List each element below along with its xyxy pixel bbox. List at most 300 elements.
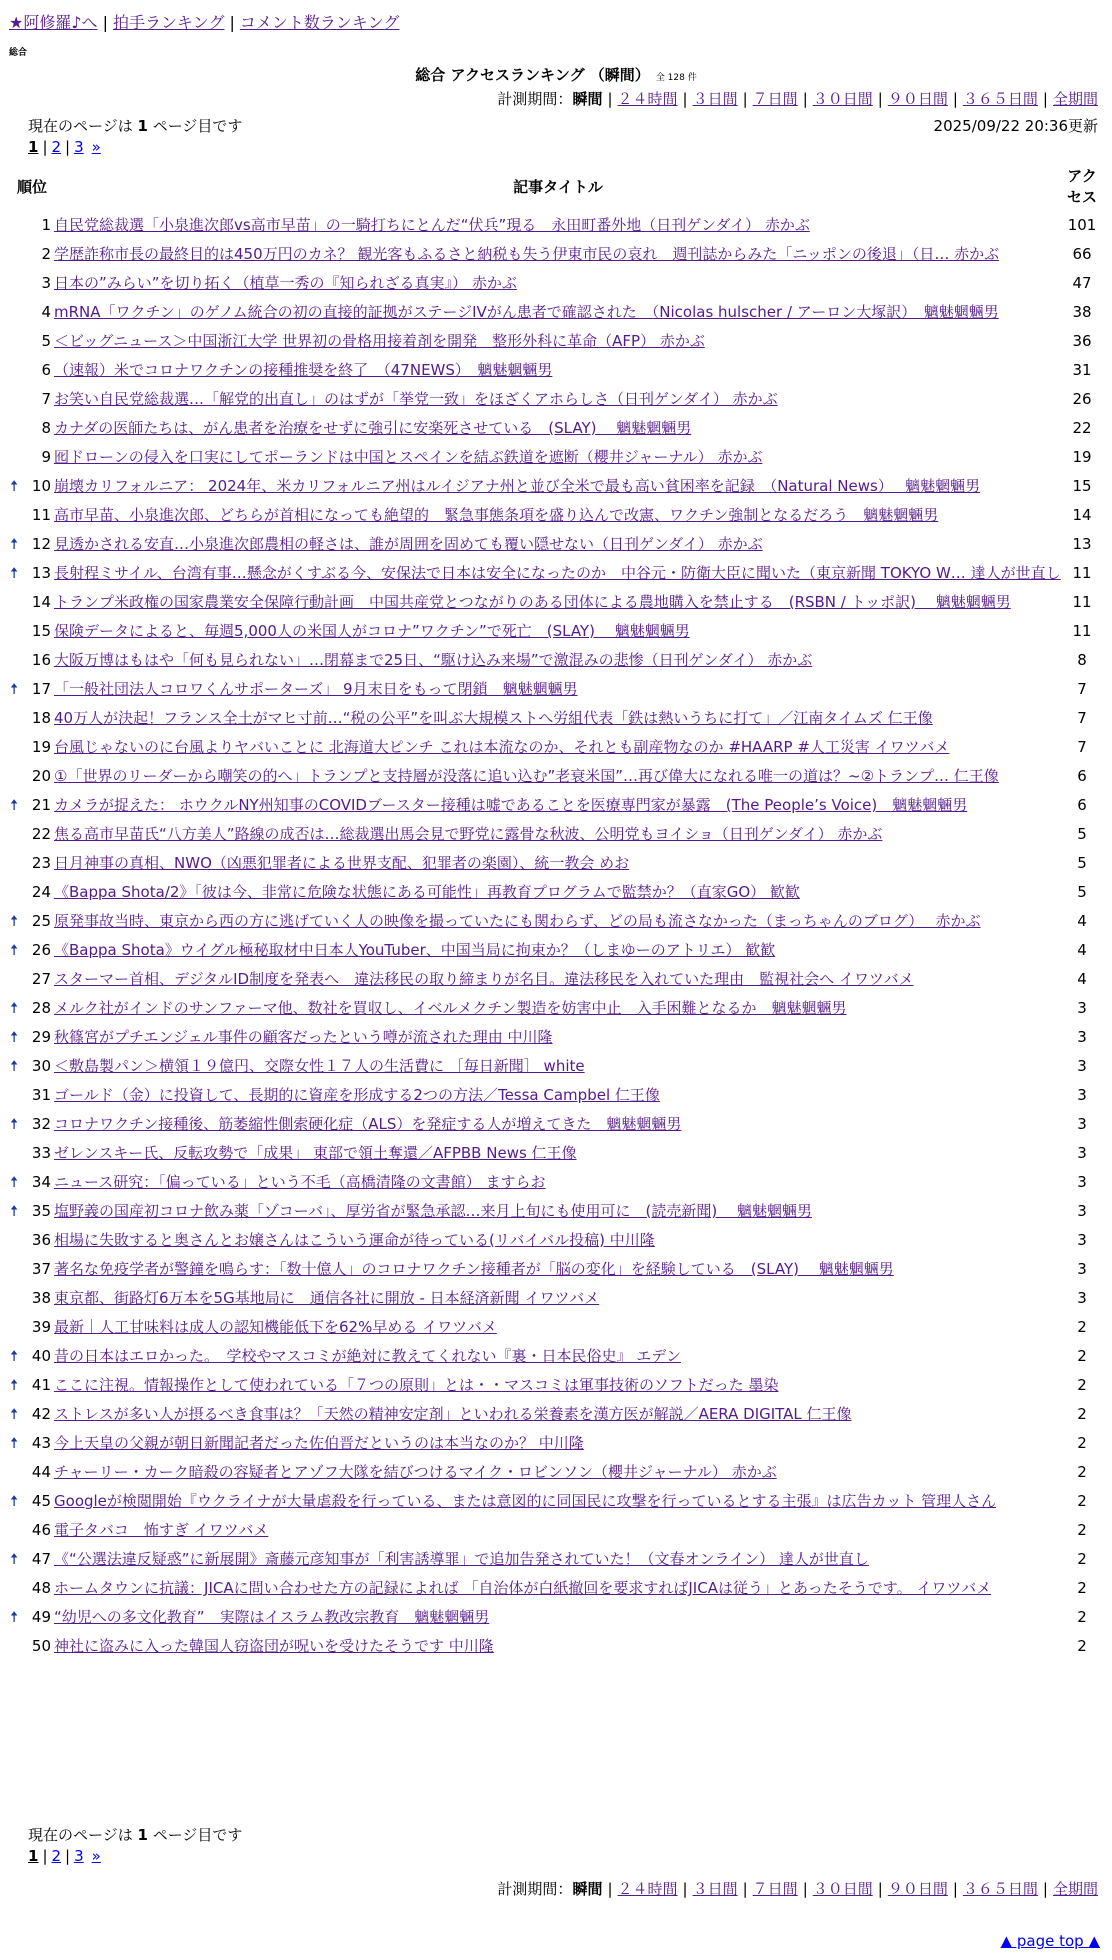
article-title-link[interactable]: 電子タバコ 怖すぎ イワツバメ	[54, 1521, 269, 1539]
rank-change-cell	[10, 1255, 24, 1284]
access-count: 3	[1077, 1028, 1087, 1046]
table-row	[10, 240, 1102, 269]
table-row	[10, 559, 1102, 588]
article-title-link[interactable]: トランプ米政権の国家農業安全保障行動計画 中国共産党とつながりのある団体による農地購入を禁止する (RSBN / トッポ訳) 魑魅魍魎男	[54, 593, 1011, 611]
title-cell	[54, 240, 1062, 269]
ranking-table	[10, 163, 1102, 1661]
rank-change-cell	[10, 1516, 24, 1545]
rank-number: 12	[31, 535, 52, 553]
rank-number: 8	[41, 419, 52, 437]
title-cell	[54, 443, 1062, 472]
table-row	[10, 936, 1102, 965]
rank-up-arrow-icon: 🠅	[10, 564, 19, 582]
title-cell	[54, 1487, 1062, 1516]
table-row	[10, 820, 1102, 849]
rank-number: 24	[31, 883, 52, 901]
period-link[interactable]: ３０日間	[812, 1880, 873, 1898]
rank-up-arrow-icon: 🠅	[10, 1347, 19, 1365]
article-title-link[interactable]: メルク社がインドのサンファーマ他、数社を買収し、イベルメクチン製造を妨害中止 入手困難となるか 魑魅魍魎男	[54, 999, 847, 1017]
access-count: 15	[1072, 477, 1092, 495]
access-count: 4	[1077, 941, 1087, 959]
access-count: 3	[1077, 1202, 1087, 1220]
rank-change-cell	[10, 1574, 24, 1603]
article-title-link[interactable]: 相場に失敗すると奥さんとお嬢さんはこういう運命が待っている(リバイバル投稿) 中川隆	[54, 1231, 655, 1249]
page-top-link[interactable]: ▲ page top ▲	[1000, 1932, 1100, 1950]
table-row	[10, 327, 1102, 356]
title-cell	[54, 1052, 1062, 1081]
pager-next-link[interactable]: »	[91, 138, 101, 156]
period-separator: |	[682, 90, 688, 108]
access-count: 5	[1077, 883, 1087, 901]
access-count: 38	[1072, 303, 1092, 321]
rank-number: 5	[41, 332, 52, 350]
article-title-link[interactable]: ストレスが多い人が摂るべき食事は？「天然の精神安定剤」といわれる栄養素を漢方医が解説／AERA DIGITAL 仁王像	[54, 1405, 852, 1423]
article-title-link[interactable]: お笑い自民党総裁選…「解党的出直し」のはずが「挙党一致」をほざくアホらしさ（日刊ゲンダイ） 赤かぶ	[54, 390, 778, 408]
table-row	[10, 1487, 1102, 1516]
article-title-link[interactable]: 自民党総裁選「小泉進次郎vs高市早苗」の一騎打ちにとんだ“伏兵”現る 永田町番外地（日刊ゲンダイ） 赤かぶ	[54, 216, 810, 234]
access-count: 3	[1077, 1289, 1087, 1307]
period-separator: |	[742, 90, 748, 108]
access-count: 2	[1077, 1521, 1087, 1539]
rank-number: 42	[31, 1405, 52, 1423]
pager-page-link[interactable]: 3	[74, 138, 84, 156]
title-cell	[54, 1081, 1062, 1110]
rank-number: 41	[31, 1376, 52, 1394]
access-count: 36	[1072, 332, 1092, 350]
rank-number: 2	[41, 245, 52, 263]
rank-change-cell	[10, 820, 24, 849]
title-cell	[54, 1197, 1062, 1226]
table-row	[10, 1226, 1102, 1255]
period-separator: |	[1042, 90, 1048, 108]
access-count: 2	[1077, 1637, 1087, 1655]
rank-number: 25	[31, 912, 52, 930]
rank-number: 22	[31, 825, 52, 843]
rank-up-arrow-icon: 🠅	[10, 912, 19, 930]
pager-separator: |	[65, 1847, 71, 1865]
title-cell	[54, 1574, 1062, 1603]
period-link[interactable]: ９０日間	[887, 1880, 948, 1898]
rank-change-cell	[10, 1632, 24, 1661]
table-row	[10, 269, 1102, 298]
rank-change-cell	[10, 1603, 24, 1632]
title-cell	[54, 1110, 1062, 1139]
table-row	[10, 530, 1102, 559]
access-count: 11	[1072, 593, 1092, 611]
pager-bottom	[28, 1847, 101, 1865]
article-title-link[interactable]: ホームタウンに抗議：JICAに問い合わせた方の記録によれば 「自治体が白紙撤回を要求すればJICAは従う」とあったそうです。 イワツバメ	[54, 1579, 992, 1597]
page-info-number: 1	[137, 1826, 148, 1844]
access-count: 19	[1072, 448, 1092, 466]
article-title-link[interactable]: 神社に盗みに入った韓国人窃盗団が呪いを受けたそうです 中川隆	[54, 1637, 494, 1655]
clap-ranking-link[interactable]: 拍手ランキング	[112, 13, 225, 32]
rank-change-cell	[10, 1110, 24, 1139]
rank-number: 15	[31, 622, 52, 640]
title-cell	[54, 588, 1062, 617]
rank-number: 29	[31, 1028, 52, 1046]
table-row	[10, 1255, 1102, 1284]
title-cell	[54, 1284, 1062, 1313]
pager-current-page: 1	[28, 138, 39, 156]
period-separator: |	[682, 1880, 688, 1898]
access-count: 4	[1077, 970, 1087, 988]
title-cell	[54, 501, 1062, 530]
rank-number: 26	[31, 941, 52, 959]
title-cell	[54, 1168, 1062, 1197]
pager-separator: |	[42, 138, 48, 156]
nav-separator: |	[229, 13, 235, 32]
table-row	[10, 965, 1102, 994]
rank-number: 27	[31, 970, 52, 988]
period-separator: |	[1042, 1880, 1048, 1898]
rank-number: 33	[31, 1144, 52, 1162]
table-row	[10, 1400, 1102, 1429]
title-cell	[54, 559, 1062, 588]
rank-up-arrow-icon: 🠅	[10, 1202, 19, 1220]
title-cell	[54, 1516, 1062, 1545]
pager-next-link[interactable]: »	[91, 1847, 101, 1865]
article-title-link[interactable]: 学歴詐称市長の最終目的は450万円のカネ？ 観光客もふるさと納税も失う伊東市民の哀れ 週刊誌からみた「ニッポンの後退」（日… 赤かぶ	[54, 245, 1000, 263]
table-row	[10, 1429, 1102, 1458]
access-count: 14	[1072, 506, 1092, 524]
table-row	[10, 907, 1102, 936]
article-title-link[interactable]: ニュース研究：「偏っている」という不毛（高橋清隆の文書館） ますらお	[54, 1173, 546, 1191]
access-count: 11	[1072, 564, 1092, 582]
access-count: 7	[1077, 680, 1087, 698]
period-link[interactable]: ３日間	[692, 1880, 738, 1898]
rank-change-cell	[10, 269, 24, 298]
title-cell	[54, 385, 1062, 414]
rank-number: 31	[31, 1086, 52, 1104]
rank-change-cell	[10, 791, 24, 820]
title-cell	[54, 1342, 1062, 1371]
article-title-link[interactable]: 崩壊カリフォルニア： 2024年、米カリフォルニア州はルイジアナ州と並び全米で最も高い貧困率を記録 （Natural News） 魑魅魍魎男	[54, 477, 981, 495]
table-row	[10, 733, 1102, 762]
rank-number: 30	[31, 1057, 52, 1075]
table-row	[10, 385, 1102, 414]
period-separator: |	[607, 90, 613, 108]
access-count: 2	[1077, 1434, 1087, 1452]
rank-change-cell	[10, 1081, 24, 1110]
article-title-link[interactable]: 《“公選法違反疑惑”に新展開》斎藤元彦知事が「利害誘導罪」で追加告発されていた！（文春オンライン） 達人が世直し	[54, 1550, 869, 1568]
title-cell	[54, 1226, 1062, 1255]
table-row	[10, 849, 1102, 878]
rank-change-cell	[10, 965, 24, 994]
rank-number: 32	[31, 1115, 52, 1133]
article-title-link[interactable]: スターマー首相、デジタルID制度を発表へ 違法移民の取り締まりが名目。違法移民を入れていた理由 監視社会へ イワツバメ	[54, 970, 914, 988]
table-row	[10, 211, 1102, 240]
table-row	[10, 704, 1102, 733]
title-cell	[54, 791, 1062, 820]
article-title-link[interactable]: 昔の日本はエロかった。 学校やマスコミが絶対に教えてくれない『裏・日本民俗史』 エデン	[54, 1347, 681, 1365]
article-title-link[interactable]: ＜ビッグニュース＞中国浙江大学 世界初の骨格用接着剤を開発 整形外科に革命（AFP） 赤かぶ	[54, 332, 705, 350]
article-title-link[interactable]: 原発事故当時、東京から西の方に逃げていく人の映像を撮っていたにも関わらず、どの局も流さなかった（まっちゃんのブログ） 赤かぶ	[54, 912, 981, 930]
pager-current-page: 1	[28, 1847, 39, 1865]
pager-page-link[interactable]: 3	[74, 1847, 84, 1865]
rank-change-cell	[10, 617, 24, 646]
period-link[interactable]: ９０日間	[887, 90, 948, 108]
page-title	[0, 64, 1112, 85]
period-link[interactable]: ３６５日間	[962, 90, 1038, 108]
period-link[interactable]: ３０日間	[812, 90, 873, 108]
article-title-link[interactable]: 焦る高市早苗氏“八方美人”路線の成否は…総裁選出馬会見で野党に露骨な秋波、公明党もヨイショ（日刊ゲンダイ） 赤かぶ	[54, 825, 883, 843]
rank-change-cell	[10, 298, 24, 327]
title-cell	[54, 994, 1062, 1023]
article-title-link[interactable]: ＜敷島製パン＞横領１９億円、交際女性１７人の生活費に ［毎日新聞］ white	[54, 1057, 585, 1075]
period-separator: |	[952, 90, 958, 108]
rank-up-arrow-icon: 🠅	[10, 1492, 19, 1510]
rank-number: 23	[31, 854, 52, 872]
table-row	[10, 1139, 1102, 1168]
access-count: 101	[1067, 216, 1097, 234]
rank-number: 6	[41, 361, 52, 379]
pager-page-link[interactable]: 2	[51, 1847, 62, 1865]
period-label: 計測期間：	[497, 1880, 573, 1898]
table-row	[10, 791, 1102, 820]
rank-number: 48	[31, 1579, 52, 1597]
table-row	[10, 994, 1102, 1023]
title-cell	[54, 1313, 1062, 1342]
rank-change-cell	[10, 936, 24, 965]
title-cell	[54, 1603, 1062, 1632]
period-link[interactable]: ７日間	[752, 90, 798, 108]
table-row	[10, 1632, 1102, 1661]
rank-change-cell	[10, 501, 24, 530]
title-cell	[54, 1458, 1062, 1487]
access-count: 3	[1077, 999, 1087, 1017]
table-header-row	[10, 163, 1102, 211]
title-cell	[54, 1255, 1062, 1284]
rank-change-cell	[10, 704, 24, 733]
article-title-link[interactable]: ゴールド（金）に投資して、長期的に資産を形成する2つの方法／Tessa Campbel 仁王像	[54, 1086, 660, 1104]
period-separator: |	[952, 1880, 958, 1898]
article-title-link[interactable]: 今上天皇の父親が朝日新聞記者だった佐伯晋だというのは本当なのか？ 中川隆	[54, 1434, 584, 1452]
title-cell	[54, 1400, 1062, 1429]
access-count: 3	[1077, 1260, 1087, 1278]
title-cell	[54, 472, 1062, 501]
access-count: 66	[1072, 245, 1092, 263]
article-title-link[interactable]: チャーリー・カーク暗殺の容疑者とアゾフ大隊を結びつけるマイク・ロビンソン（櫻井ジャーナル） 赤かぶ	[54, 1463, 777, 1481]
article-title-link[interactable]: 塩野義の国産初コロナ飲み薬「ゾコーバ」、厚労省が緊急承認…来月上旬にも使用可に (読売新聞) 魑魅魍魎男	[54, 1202, 812, 1220]
article-title-link[interactable]: “幼児への多文化教育” 実際はイスラム教改宗教育 魑魅魍魎男	[54, 1608, 490, 1626]
ranking-title: 総合 アクセスランキング （瞬間）	[415, 66, 650, 84]
article-title-link[interactable]: 《Bappa Shota》ウイグル極秘取材中日本人YouTuber、中国当局に拘束か？（しまゆーのアトリエ） 歓歓	[54, 941, 776, 959]
table-row	[10, 1603, 1102, 1632]
article-title-link[interactable]: カナダの医師たちは、がん患者を治療をせずに強引に安楽死させている (SLAY) 魑魅魍魎男	[54, 419, 692, 437]
article-title-link[interactable]: （速報）米でコロナワクチンの接種推奨を終了 （47NEWS） 魑魅魍魎男	[54, 361, 553, 379]
rank-change-cell	[10, 1545, 24, 1574]
period-link[interactable]: ７日間	[752, 1880, 798, 1898]
article-title-link[interactable]: 見透かされる安直…小泉進次郎農相の軽さは、誰が周囲を固めても覆い隠せない（日刊ゲンダイ） 赤かぶ	[54, 535, 763, 553]
rank-change-cell	[10, 907, 24, 936]
period-selector-bottom	[497, 1878, 1098, 1899]
title-cell	[54, 1139, 1062, 1168]
rank-change-cell	[10, 849, 24, 878]
rank-change-cell	[10, 1168, 24, 1197]
title-cell	[54, 1429, 1062, 1458]
title-cell	[54, 936, 1062, 965]
period-separator: |	[802, 1880, 808, 1898]
period-link[interactable]: 全期間	[1052, 90, 1098, 108]
article-title-link[interactable]: 秋篠宮がプチエンジェル事件の顧客だったという噂が流された理由 中川隆	[54, 1028, 553, 1046]
rank-number: 36	[31, 1231, 52, 1249]
article-title-link[interactable]: 40万人が決起！フランス全土がマヒ寸前…“税の公平”を叫ぶ大規模ストへ労組代表「鉄は熱いうちに打て」／江南タイムズ 仁王像	[54, 709, 933, 727]
article-title-link[interactable]: 東京都、街路灯6万本を5G基地局に 通信各社に開放 - 日本経済新聞 イワツバメ	[54, 1289, 600, 1307]
article-title-link[interactable]: 囮ドローンの侵入を口実にしてポーランドは中国とスペインを結ぶ鉄道を遮断（櫻井ジャーナル） 赤かぶ	[54, 448, 763, 466]
table-row	[10, 1313, 1102, 1342]
rank-change-cell	[10, 414, 24, 443]
article-title-link[interactable]: ①「世界のリーダーから嘲笑の的へ」トランプと支持層が没落に追い込む”老衰米国”…再び偉大になれる唯一の道は？~②トランプ… 仁王像	[54, 767, 999, 785]
access-count: 2	[1077, 1492, 1087, 1510]
rank-number: 40	[31, 1347, 52, 1365]
article-title-link[interactable]: 「一般社団法人コロワくんサポーターズ」 9月末日をもって閉鎖 魑魅魍魎男	[54, 680, 578, 698]
access-count: 2	[1077, 1405, 1087, 1423]
rank-change-cell	[10, 1400, 24, 1429]
table-row	[10, 501, 1102, 530]
rank-number: 18	[31, 709, 52, 727]
comment-ranking-link[interactable]: コメント数ランキング	[239, 13, 400, 32]
rank-number: 46	[31, 1521, 52, 1539]
article-title-link[interactable]: Googleが検閲開始『ウクライナが大量虐殺を行っている、または意図的に同国民に攻撃を行っているとする主張』は広告カット 管理人さん	[54, 1492, 997, 1510]
rank-change-cell	[10, 1313, 24, 1342]
article-title-link[interactable]: コロナワクチン接種後、筋萎縮性側索硬化症（ALS）を発症する人が増えてきた 魑魅魍魎男	[54, 1115, 682, 1133]
access-count: 22	[1072, 419, 1092, 437]
title-cell	[54, 298, 1062, 327]
article-title-link[interactable]: 《Bappa Shota/2》「彼は今、非常に危険な状態にある可能性」再教育プログラムで監禁か？（直家GO） 歓歓	[54, 883, 800, 901]
title-cell	[54, 356, 1062, 385]
title-cell	[54, 878, 1062, 907]
rank-change-cell	[10, 240, 24, 269]
article-title-link[interactable]: 日本の”みらい”を切り拓く（植草一秀の『知られざる真実』） 赤かぶ	[54, 274, 517, 292]
nav-separator: |	[102, 13, 108, 32]
table-row	[10, 646, 1102, 675]
article-title-link[interactable]: 最新｜人工甘味料は成人の認知機能低下を62%早める イワツバメ	[54, 1318, 497, 1336]
title-cell	[54, 733, 1062, 762]
period-link[interactable]: 全期間	[1052, 1880, 1098, 1898]
title-cell	[54, 1545, 1062, 1574]
table-row	[10, 1545, 1102, 1574]
rank-number: 35	[31, 1202, 52, 1220]
article-title-link[interactable]: ここに注視。情報操作として使われている「７つの原則」とは・・マスコミは軍事技術のソフトだった 墨染	[54, 1376, 779, 1394]
article-title-link[interactable]: ゼレンスキー氏、反転攻勢で「成果」 東部で領土奪還／AFPBB News 仁王像	[54, 1144, 577, 1162]
table-row	[10, 1284, 1102, 1313]
period-link[interactable]: ２４時間	[617, 1880, 678, 1898]
rank-up-arrow-icon: 🠅	[10, 535, 19, 553]
rank-number: 19	[31, 738, 52, 756]
rank-number: 44	[31, 1463, 52, 1481]
table-row	[10, 762, 1102, 791]
rank-change-cell	[10, 1458, 24, 1487]
table-row	[10, 414, 1102, 443]
rank-number: 28	[31, 999, 52, 1017]
access-count: 6	[1077, 796, 1087, 814]
rank-up-arrow-icon: 🠅	[10, 1550, 19, 1568]
rank-change-cell	[10, 1342, 24, 1371]
period-link[interactable]: ２４時間	[617, 90, 678, 108]
title-cell	[54, 704, 1062, 733]
article-title-link[interactable]: 高市早苗、小泉進次郎、どちらが首相になっても絶望的 緊急事態条項を盛り込んで改憲、ワクチン強制となるだろう 魑魅魍魎男	[54, 506, 939, 524]
rank-change-cell	[10, 733, 24, 762]
access-count: 2	[1077, 1550, 1087, 1568]
access-count: 2	[1077, 1463, 1087, 1481]
home-link[interactable]: ★阿修羅♪へ	[9, 13, 98, 32]
rank-change-cell	[10, 878, 24, 907]
access-count: 3	[1077, 1231, 1087, 1249]
title-cell	[54, 762, 1062, 791]
rank-change-cell	[10, 1226, 24, 1255]
title-cell	[54, 820, 1062, 849]
rank-number: 11	[31, 506, 52, 524]
article-title-link[interactable]: 長射程ミサイル、台湾有事…懸念がくすぶる今、安保法で日本は安全になったのか 中谷元・防衛大臣に聞いた（東京新聞 TOKYO W… 達人が世直し	[54, 564, 1061, 582]
rank-change-cell	[10, 1023, 24, 1052]
rank-up-arrow-icon: 🠅	[10, 1115, 19, 1133]
article-title-link[interactable]: 台風じゃないのに台風よりヤバいことに 北海道大ピンチ これは本流なのか、それとも副産物なのか #HAARP #人工災害 イワツバメ	[54, 738, 950, 756]
rank-change-cell	[10, 530, 24, 559]
period-link[interactable]: ３日間	[692, 90, 738, 108]
table-row	[10, 1574, 1102, 1603]
access-count: 3	[1077, 1173, 1087, 1191]
title-cell	[54, 617, 1062, 646]
rank-up-arrow-icon: 🠅	[10, 680, 19, 698]
rank-number: 17	[31, 680, 52, 698]
table-row	[10, 1110, 1102, 1139]
rank-up-arrow-icon: 🠅	[10, 999, 19, 1017]
table-row	[10, 298, 1102, 327]
article-title-link[interactable]: 著名な免疫学者が警鐘を鳴らす：「数十億人」のコロナワクチン接種者が「脳の変化」を経験している (SLAY) 魑魅魍魎男	[54, 1260, 894, 1278]
period-label: 計測期間：	[497, 90, 573, 108]
article-title-link[interactable]: 日月神事の真相、NWO（凶悪犯罪者による世界支配、犯罪者の楽園）、統一教会 めお	[54, 854, 630, 872]
article-title-link[interactable]: mRNA「ワクチン」のゲノム統合の初の直接的証拠がステージIVがん患者で確認された （Nicolas hulscher / アーロン大塚訳） 魑魅魍魎男	[54, 303, 999, 321]
rank-number: 43	[31, 1434, 52, 1452]
access-count: 3	[1077, 1057, 1087, 1075]
access-count: 5	[1077, 854, 1087, 872]
page-info-prefix: 現在のページは	[28, 1826, 133, 1844]
rank-number: 20	[31, 767, 52, 785]
table-row	[10, 617, 1102, 646]
table-row	[10, 1023, 1102, 1052]
title-cell	[54, 327, 1062, 356]
pager-top	[28, 138, 101, 156]
rank-number: 3	[41, 274, 52, 292]
rank-up-arrow-icon: 🠅	[10, 1057, 19, 1075]
title-cell	[54, 530, 1062, 559]
page-info-suffix: ページ目です	[152, 117, 243, 135]
title-cell	[54, 907, 1062, 936]
rank-change-cell	[10, 588, 24, 617]
title-cell	[54, 1632, 1062, 1661]
access-count: 7	[1077, 709, 1087, 727]
pager-page-link[interactable]: 2	[51, 138, 62, 156]
period-link[interactable]: ３６５日間	[962, 1880, 1038, 1898]
rank-up-arrow-icon: 🠅	[10, 1434, 19, 1452]
rank-up-arrow-icon: 🠅	[10, 1608, 19, 1626]
page-info-bottom	[28, 1824, 242, 1845]
title-cell	[54, 849, 1062, 878]
title-cell	[54, 646, 1062, 675]
article-title-link[interactable]: カメラが捉えた： ホウクルNY州知事のCOVIDブースター接種は嘘であることを医療専門家が暴露 (The People’s Voice) 魑魅魍魎男	[54, 796, 968, 814]
rank-change-cell	[10, 1371, 24, 1400]
table-row	[10, 588, 1102, 617]
rank-change-cell	[10, 443, 24, 472]
top-nav	[9, 10, 399, 33]
article-title-link[interactable]: 大阪万博はもはや「何も見られない」…閉幕まで25日、“駆け込み来場”で激混みの悲惨（日刊ゲンダイ） 赤かぶ	[54, 651, 813, 669]
rank-up-arrow-icon: 🠅	[10, 1376, 19, 1394]
article-title-link[interactable]: 保険データによると、毎週5,000人の米国人がコロナ”ワクチン”で死亡 (SLAY) 魑魅魍魎男	[54, 622, 690, 640]
table-row	[10, 675, 1102, 704]
table-row	[10, 878, 1102, 907]
rank-column-header: 順位	[17, 177, 48, 196]
rank-number: 21	[31, 796, 52, 814]
